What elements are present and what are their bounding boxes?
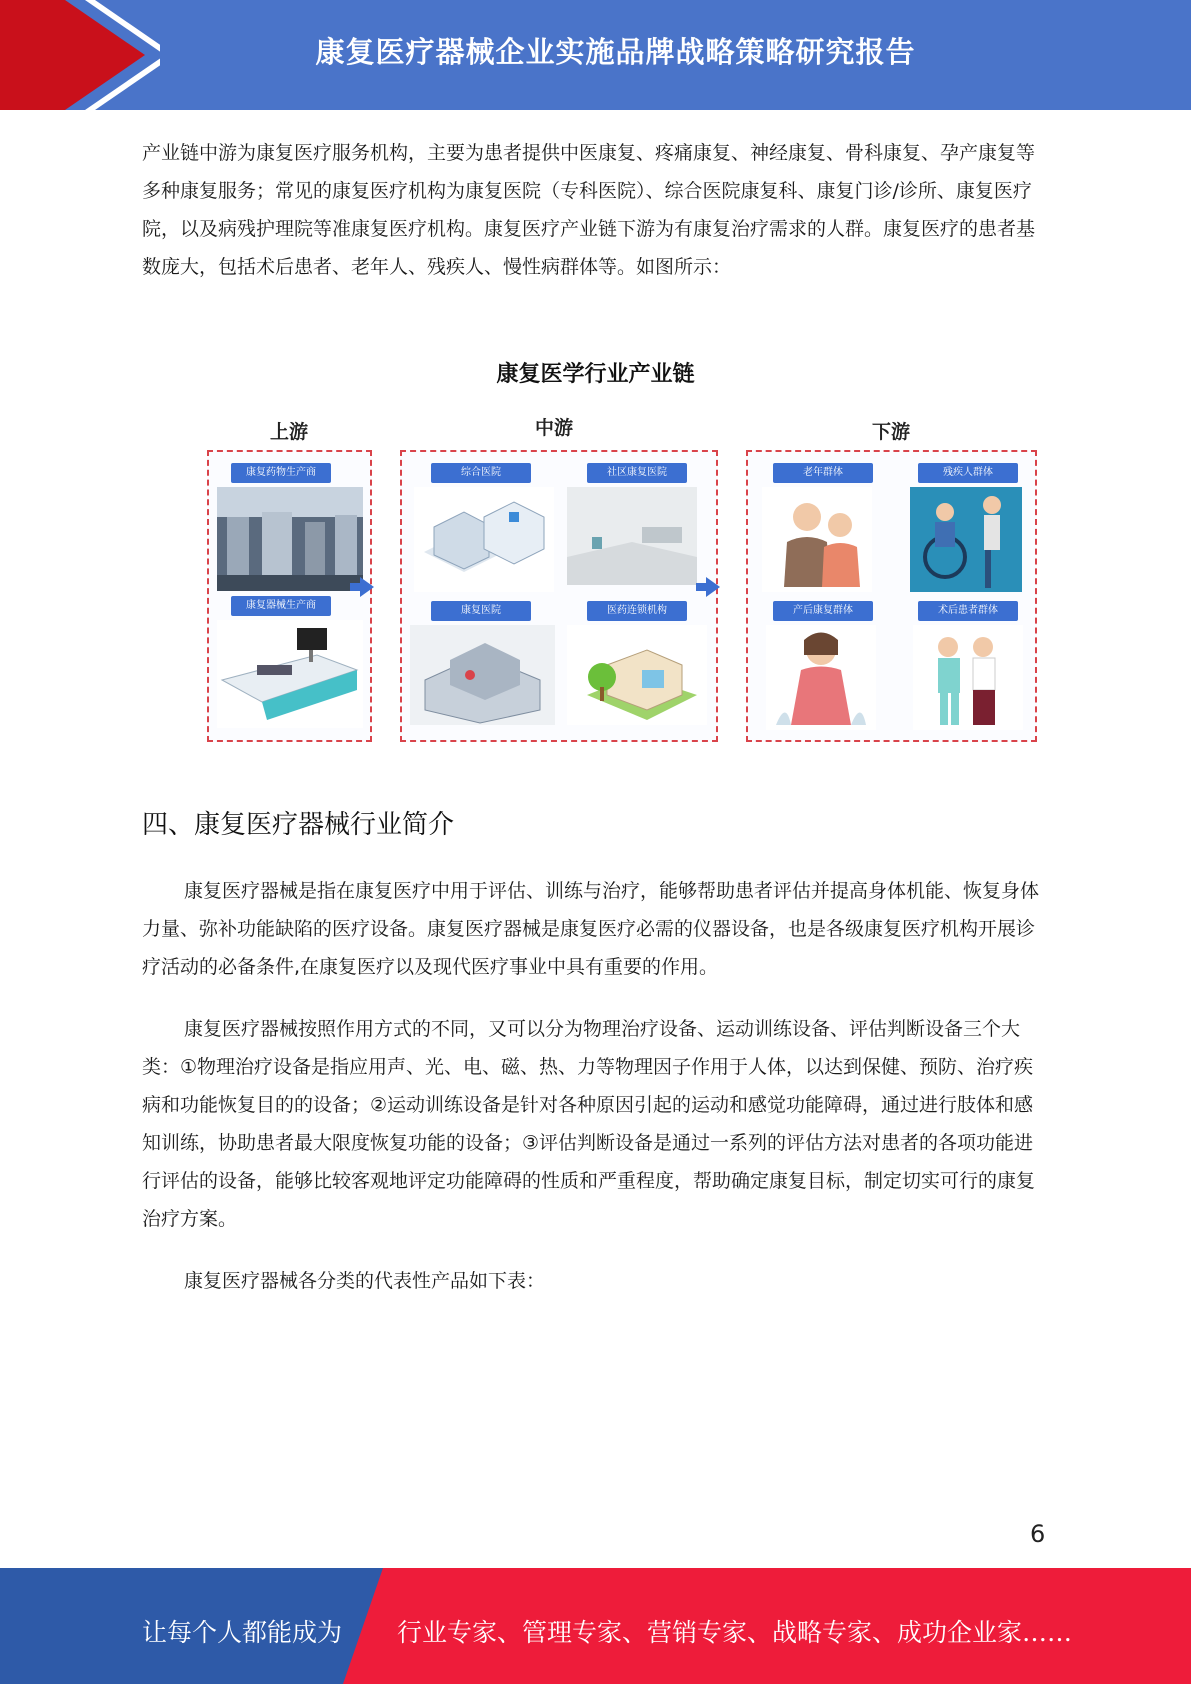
section-paragraph-3: 康复医疗器械各分类的代表性产品如下表： — [184, 1270, 546, 1292]
community-hospital-image — [567, 487, 697, 585]
industry-chain-figure — [200, 405, 1040, 745]
tag-postpartum-group: 产后康复群体 — [773, 601, 873, 621]
section-paragraph-2: 康复医疗器械按照作用方式的不同，又可以分为物理治疗设备、运动训练设备、评估判断设备三个大类：①物理治疗设备是指应用声、光、电、磁、热、力等物理因子作用于人体，以达到保健、预防、治疗疾病和功能恢复目的的设备；②运动训练设备是针对各种原因引起的运动和感觉功能障碍，通过进行肢体和感知训练，协助患者最大限度恢复功能的设备；③评估判断设备是通过一系列的评估方法对患者的各项功能进行评估的设备，能够比较客观地评定功能障碍的性质和严重程度，帮助确定康复目标，制定切实可行的康复治疗方案。 — [142, 1018, 1036, 1230]
arrow-right-icon — [360, 577, 374, 597]
figure-title: 康复医学行业产业链 — [496, 362, 695, 387]
disabled-people-image — [910, 487, 1022, 592]
pharmacy-image — [567, 625, 707, 725]
midstream-box — [400, 450, 718, 742]
elderly-couple-image — [762, 487, 872, 592]
tag-disabled-group: 残疾人群体 — [918, 463, 1018, 483]
tag-rehab-hospital: 康复医院 — [431, 601, 531, 621]
tag-community-rehab-hospital: 社区康复医院 — [587, 463, 687, 483]
pregnant-woman-image — [766, 625, 876, 730]
intro-paragraph: 产业链中游为康复医疗服务机构，主要为患者提供中医康复、疼痛康复、神经康复、骨科康复、孕产康复等多种康复服务；常见的康复医疗机构为康复医院（专科医院）、综合医院康复科、康复门诊/诊所、康复医疗院，以及病残护理院等准康复医疗机构。康复医疗产业链下游为有康复治疗需求的人群。康复医疗的患者基数庞大，包括术后患者、老年人、残疾人、慢性病群体等。如图所示： — [142, 142, 1036, 278]
section-heading: 四、康复医疗器械行业简介 — [142, 810, 455, 840]
stage-label-downstream: 下游 — [872, 421, 911, 443]
stage-label-upstream: 上游 — [270, 421, 309, 443]
stage-label-midstream: 中游 — [535, 417, 574, 439]
general-hospital-image — [414, 487, 554, 592]
tag-pharmacy-chain: 医药连锁机构 — [587, 601, 687, 621]
footer-slogan-right: 行业专家、管理专家、营销专家、战略专家、成功企业家…… — [397, 1618, 1073, 1647]
factory-image — [217, 487, 363, 591]
section-paragraph-1: 康复医疗器械是指在康复医疗中用于评估、训练与治疗，能够帮助患者评估并提高身体机能、恢复身体力量、弥补功能缺陷的医疗设备。康复医疗器械是康复医疗必需的仪器设备，也是各级康复医疗机构开展诊疗活动的必备条件,在康复医疗以及现代医疗事业中具有重要的作用。 — [142, 880, 1040, 978]
rehab-hospital-image — [410, 625, 555, 725]
tag-elderly-group: 老年群体 — [773, 463, 873, 483]
arrow-right-icon — [706, 577, 720, 597]
page-number: 6 — [1030, 1520, 1046, 1548]
downstream-box — [746, 450, 1037, 742]
postoperative-patient-image — [913, 625, 1023, 730]
upstream-box — [207, 450, 372, 742]
page-footer — [0, 1568, 1191, 1684]
tag-drug-manufacturer: 康复药物生产商 — [231, 463, 331, 483]
report-title: 康复医疗器械企业实施品牌战略策略研究报告 — [315, 35, 916, 69]
page-header — [0, 0, 1191, 110]
tag-device-manufacturer: 康复器械生产商 — [231, 596, 331, 616]
footer-slogan-left: 让每个人都能成为 — [142, 1618, 343, 1647]
rehab-device-image — [217, 620, 363, 728]
tag-postoperative-group: 术后患者群体 — [918, 601, 1018, 621]
tag-general-hospital: 综合医院 — [431, 463, 531, 483]
